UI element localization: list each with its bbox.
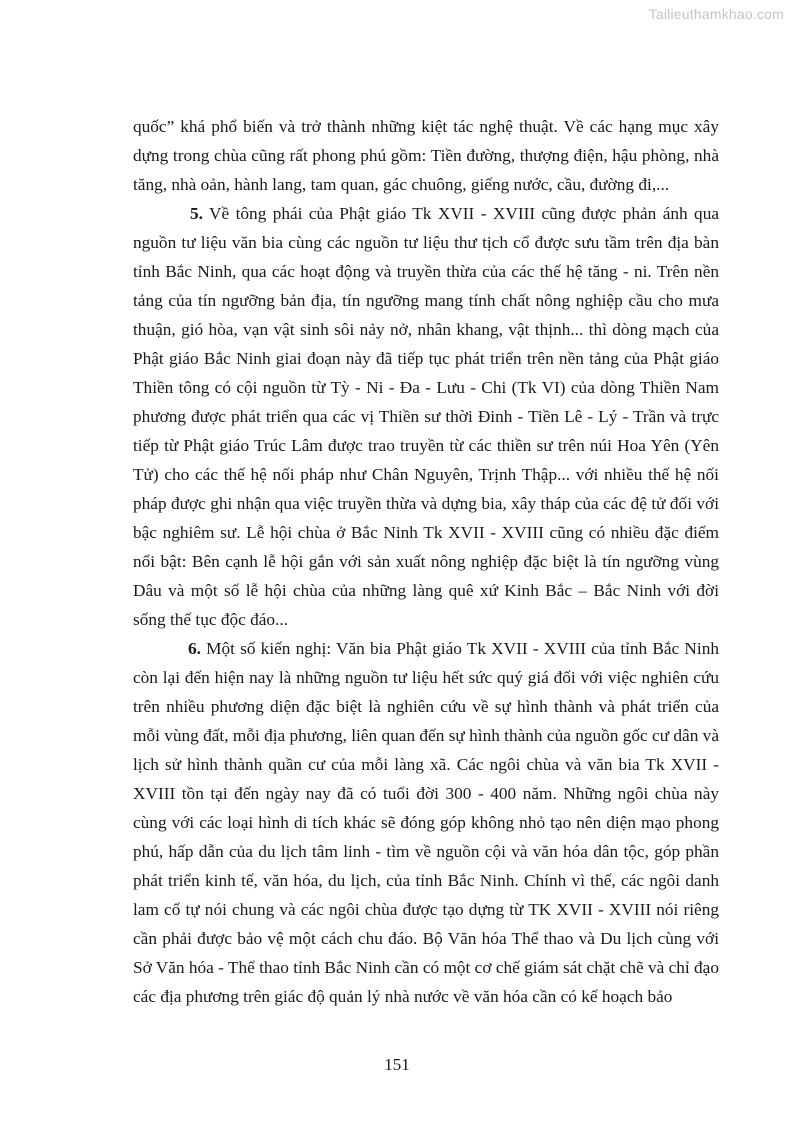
watermark-text: Tailieuthamkhao.com xyxy=(648,6,784,22)
paragraph-5-text: Về tông phái của Phật giáo Tk XVII - XVIII cũng được phản ánh qua nguồn tư liệu văn bia cùng các nguồn tư liệu thư tịch cổ được sưu tầm trên địa bàn tỉnh Bắc Ninh, qua các hoạt động và truyền thừa của các thế hệ tăng - ni. Trên nền tảng của tín ngưỡng bản địa, tín ngưỡng mang tính chất nông nghiệp cầu cho mưa thuận, gió hòa, vạn vật sinh sôi nảy nở, nhân khang, vật thịnh... thì dòng mạch của Phật giáo Bắc Ninh giai đoạn này đã tiếp tục phát triển trên nền tảng của Phật giáo Thiền tông có cội nguồn từ Tỳ - Ni - Đa - Lưu - Chi (Tk VI) của dòng Thiền Nam phương được phát triển qua các vị Thiền sư thời Đinh - Tiền Lê - Lý - Trần và trực tiếp từ Phật giáo Trúc Lâm được trao truyền từ các thiền sư trên núi Hoa Yên (Yên Tử) cho các thế hệ nối pháp như Chân Nguyên, Trịnh Thập... với nhiều thế hệ nối pháp được ghi nhận qua việc truyền thừa và dựng bia, xây tháp của các đệ tử đối với bậc nghiêm sư. Lễ hội chùa ở Bắc Ninh Tk XVII - XVIII cũng có nhiều đặc điểm nổi bật: Bên cạnh lễ hội gắn với sản xuất nông nghiệp đặc biệt là tín ngưỡng vùng Dâu và một số lễ hội chùa của những làng quê xứ Kinh Bắc – Bắc Ninh với đời sống thế tục độc đáo... xyxy=(133,204,719,629)
page-body xyxy=(133,112,719,1011)
paragraph-5 xyxy=(133,199,719,634)
paragraph-6-number: 6. xyxy=(188,639,201,658)
page-number: 151 xyxy=(384,1055,410,1074)
paragraph-1: quốc” khá phổ biến và trở thành những kiệt tác nghệ thuật. Về các hạng mục xây dựng trong chùa cũng rất phong phú gồm: Tiền đường, thượng điện, hậu phòng, nhà tăng, nhà oản, hành lang, tam quan, gác chuông, giếng nước, cầu, đường đi,... xyxy=(133,117,719,194)
paragraph-5-number: 5. xyxy=(190,204,203,223)
paragraph-6-text: Một số kiến nghị: Văn bia Phật giáo Tk XVII - XVIII của tỉnh Bắc Ninh còn lại đến hiện nay là những nguồn tư liệu hết sức quý giá đối với việc nghiên cứu trên nhiều phương diện đặc biệt là nghiên cứu về sự hình thành và phát triển của mỗi vùng đất, mỗi địa phương, liên quan đến sự hình thành của nguồn gốc cư dân và lịch sử hình thành quần cư của mỗi làng xã. Các ngôi chùa và văn bia Tk XVII - XVIII tồn tại đến ngày nay đã có tuổi đời 300 - 400 năm. Những ngôi chùa này cùng với các loại hình di tích khác sẽ đóng góp không nhỏ tạo nên diện mạo phong phú, hấp dẫn của du lịch tâm linh - tìm về nguồn cội và văn hóa dân tộc, góp phần phát triển kinh tế, văn hóa, du lịch, của tỉnh Bắc Ninh. Chính vì thế, các ngôi danh lam cổ tự nói chung và các ngôi chùa được tạo dựng từ TK XVII - XVIII nói riêng cần phải được bảo vệ một cách chu đáo. Bộ Văn hóa Thể thao và Du lịch cùng với Sở Văn hóa - Thể thao tỉnh Bắc Ninh cần có một cơ chế giám sát chặt chẽ và chỉ đạo các địa phương trên giác độ quản lý nhà nước về văn hóa cần có kế hoạch bảo xyxy=(133,639,719,1006)
paragraph-6 xyxy=(133,634,719,1011)
